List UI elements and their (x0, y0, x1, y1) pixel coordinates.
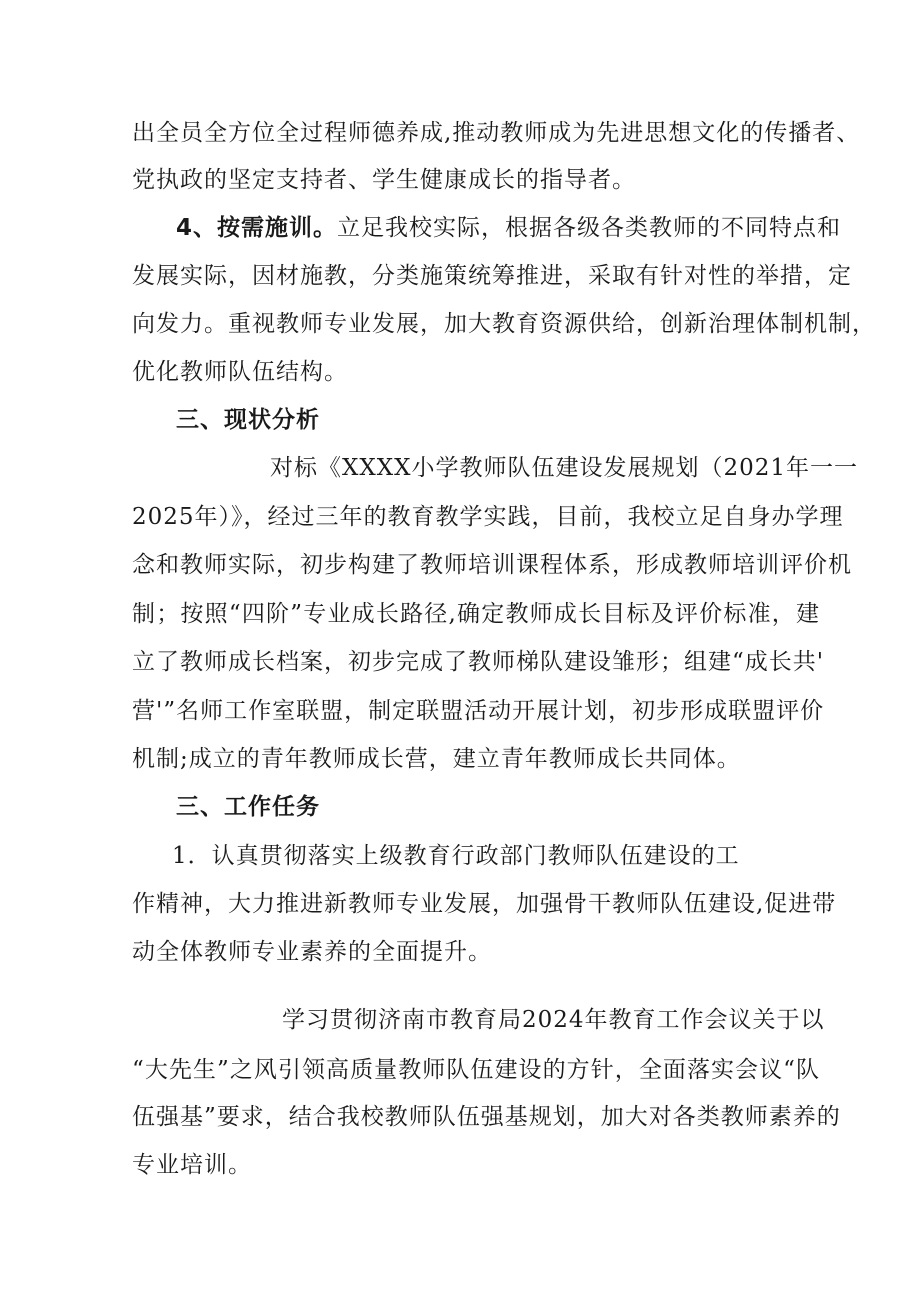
item4-lead: 4、按需施训。 (176, 215, 338, 241)
intro-line-1: 出全员全方位全过程师德养成,推动教师成为先进思想文化的传播者、 (132, 120, 861, 146)
item4-line-2: 发展实际，因材施教，分类施策统筹推进，采取有针对性的举措，定 (132, 263, 852, 289)
task1-line-2: 作精神，大力推进新教师专业发展，加强骨干教师队伍建设,促进带 (132, 891, 837, 917)
task1-line-1: 1．认真贯彻落实上级教育行政部门教师队伍建设的工 (172, 843, 740, 869)
item4-line-4: 优化教师队伍结构。 (132, 359, 348, 385)
status-line-3: 念和教师实际，初步构建了教师培训课程体系，形成教师培训评价机 (132, 552, 852, 578)
item4-line1-rest: 立足我校实际，根据各级各类教师的不同特点和 (337, 215, 842, 241)
status-line-5: 立了教师成长档案，初步完成了教师梯队建设雏形；组建“成长共' (132, 649, 825, 675)
intro-line-2: 党执政的坚定支持者、学生健康成长的指导者。 (132, 167, 636, 193)
status-line-2: 2025年）》，经过三年的教育教学实践，目前，我校立足自身办学理 (132, 504, 844, 530)
tasks-para-line-3: 伍强基”要求，结合我校教师队伍强基规划，加大对各类教师素养的 (132, 1104, 841, 1130)
status-line-4: 制；按照“四阶”专业成长路径,确定教师成长目标及评价标准，建 (132, 601, 820, 627)
task1-line-3: 动全体教师专业素养的全面提升。 (132, 939, 492, 965)
status-line-7: 机制;成立的青年教师成长营，建立青年教师成长共同体。 (132, 746, 741, 772)
section-heading-status: 三、现状分析 (176, 407, 320, 433)
item4-line-1 (176, 208, 842, 248)
status-line-1: 对标《XXXX小学教师队伍建设发展规划（2021年一一 (270, 455, 859, 481)
section-heading-tasks: 三、工作任务 (176, 794, 320, 820)
item4-line-3: 向发力。重视教师专业发展，加大教育资源供给，创新治理体制机制， (132, 311, 876, 337)
tasks-para-line-2: “大先生”之风引领高质量教师队伍建设的方针，全面落实会议“队 (132, 1057, 820, 1083)
tasks-para-line-1: 学习贯彻济南市教育局2024年教育工作会议关于以 (282, 1007, 825, 1033)
tasks-para-line-4: 专业培训。 (132, 1152, 252, 1178)
status-line-6: 营'”名师工作室联盟，制定联盟活动开展计划，初步形成联盟评价 (132, 698, 825, 724)
